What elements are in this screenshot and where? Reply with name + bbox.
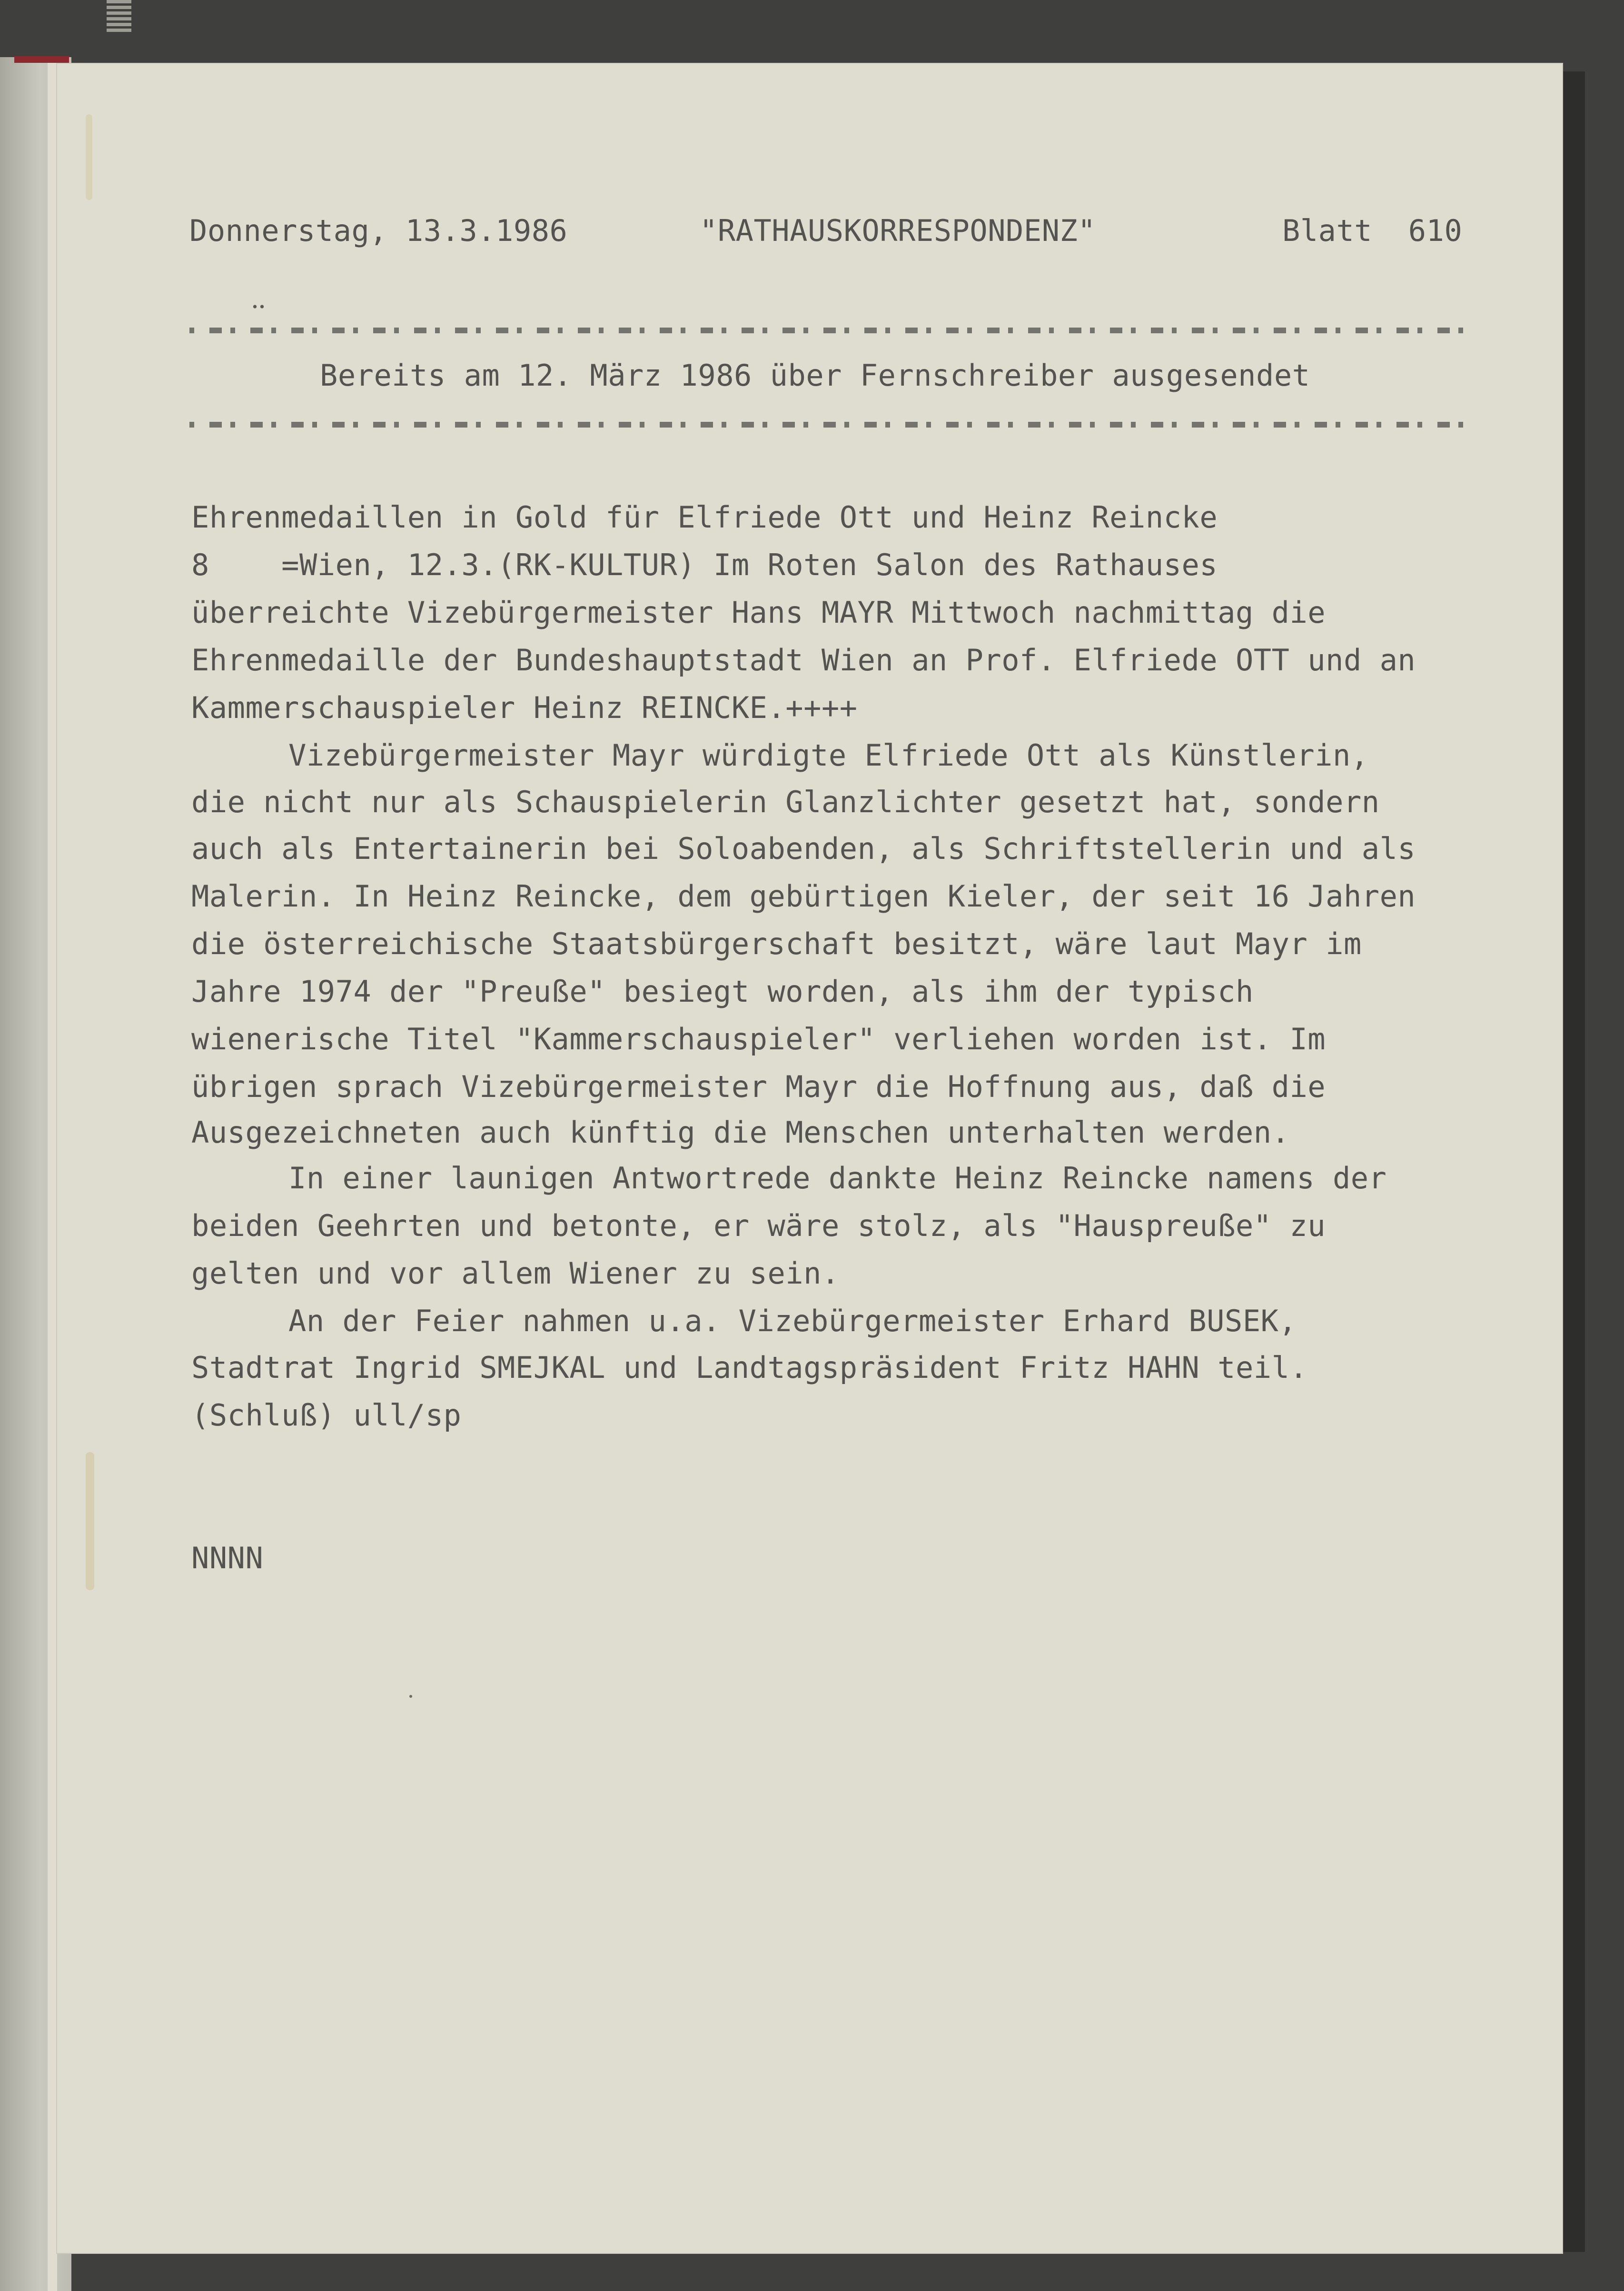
end-marker: NNNN: [191, 1541, 264, 1575]
article-line: auch als Entertainerin bei Soloabenden, als Schriftstellerin und als: [191, 831, 1416, 866]
article-line: beiden Geehrten und betonte, er wäre stolz, als "Hauspreuße" zu: [191, 1208, 1326, 1243]
dash-divider-bottom: [189, 422, 1475, 428]
article-line: Vizebürgermeister Mayr würdigte Elfriede Ott als Künstlerin,: [288, 738, 1369, 773]
article-line: Ehrenmedaille der Bundeshauptstadt Wien an Prof. Elfriede OTT und an: [191, 643, 1416, 677]
article-line: übrigen sprach Vizebürgermeister Mayr die Hoffnung aus, daß die: [191, 1069, 1326, 1104]
article-line: gelten und vor allem Wiener zu sein.: [191, 1256, 840, 1291]
article-line: die nicht nur als Schauspielerin Glanzlichter gesetzt hat, sondern: [191, 785, 1380, 819]
header-date: Donnerstag, 13.3.1986: [189, 213, 568, 248]
article-line: 8 =Wien, 12.3.(RK-KULTUR) Im Roten Salon des Rathauses: [191, 548, 1218, 582]
binding-stain-lower: [86, 1452, 94, 1590]
transmission-note: Bereits am 12. März 1986 über Fernschreiber ausgesendet: [320, 358, 1310, 393]
article-line: überreichte Vizebürgermeister Hans MAYR Mittwoch nachmittag die: [191, 595, 1326, 630]
header-title: "RATHAUSKORRESPONDENZ": [700, 213, 1096, 248]
article-line: die österreichische Staatsbürgerschaft besitzt, wäre laut Mayr im: [191, 926, 1362, 961]
article-heading: Ehrenmedaillen in Gold für Elfriede Ott und Heinz Reincke: [191, 500, 1218, 535]
article-line: Stadtrat Ingrid SMEJKAL und Landtagspräsident Fritz HAHN teil.: [191, 1350, 1308, 1385]
article-line: (Schluß) ull/sp: [191, 1398, 462, 1433]
article-line: wienerische Titel "Kammerschauspieler" verliehen worden ist. Im: [191, 1022, 1326, 1056]
stray-marks: [251, 305, 266, 309]
article-line: Malerin. In Heinz Reincke, dem gebürtigen Kieler, der seit 16 Jahren: [191, 879, 1416, 914]
dash-divider-top: [189, 328, 1475, 333]
article-line: Jahre 1974 der "Preuße" besiegt worden, als ihm der typisch: [191, 974, 1254, 1009]
article-line: Ausgezeichneten auch künftig die Menschen unterhalten werden.: [191, 1115, 1290, 1150]
paper-speck: [409, 1695, 412, 1698]
article-line: In einer launigen Antwortrede dankte Heinz Reincke namens der: [288, 1161, 1387, 1195]
header-page-number: Blatt 610: [1282, 213, 1463, 248]
article-line: An der Feier nahmen u.a. Vizebürgermeister Erhard BUSEK,: [288, 1304, 1297, 1338]
article-line: Kammerschauspieler Heinz REINCKE.++++: [191, 690, 858, 725]
